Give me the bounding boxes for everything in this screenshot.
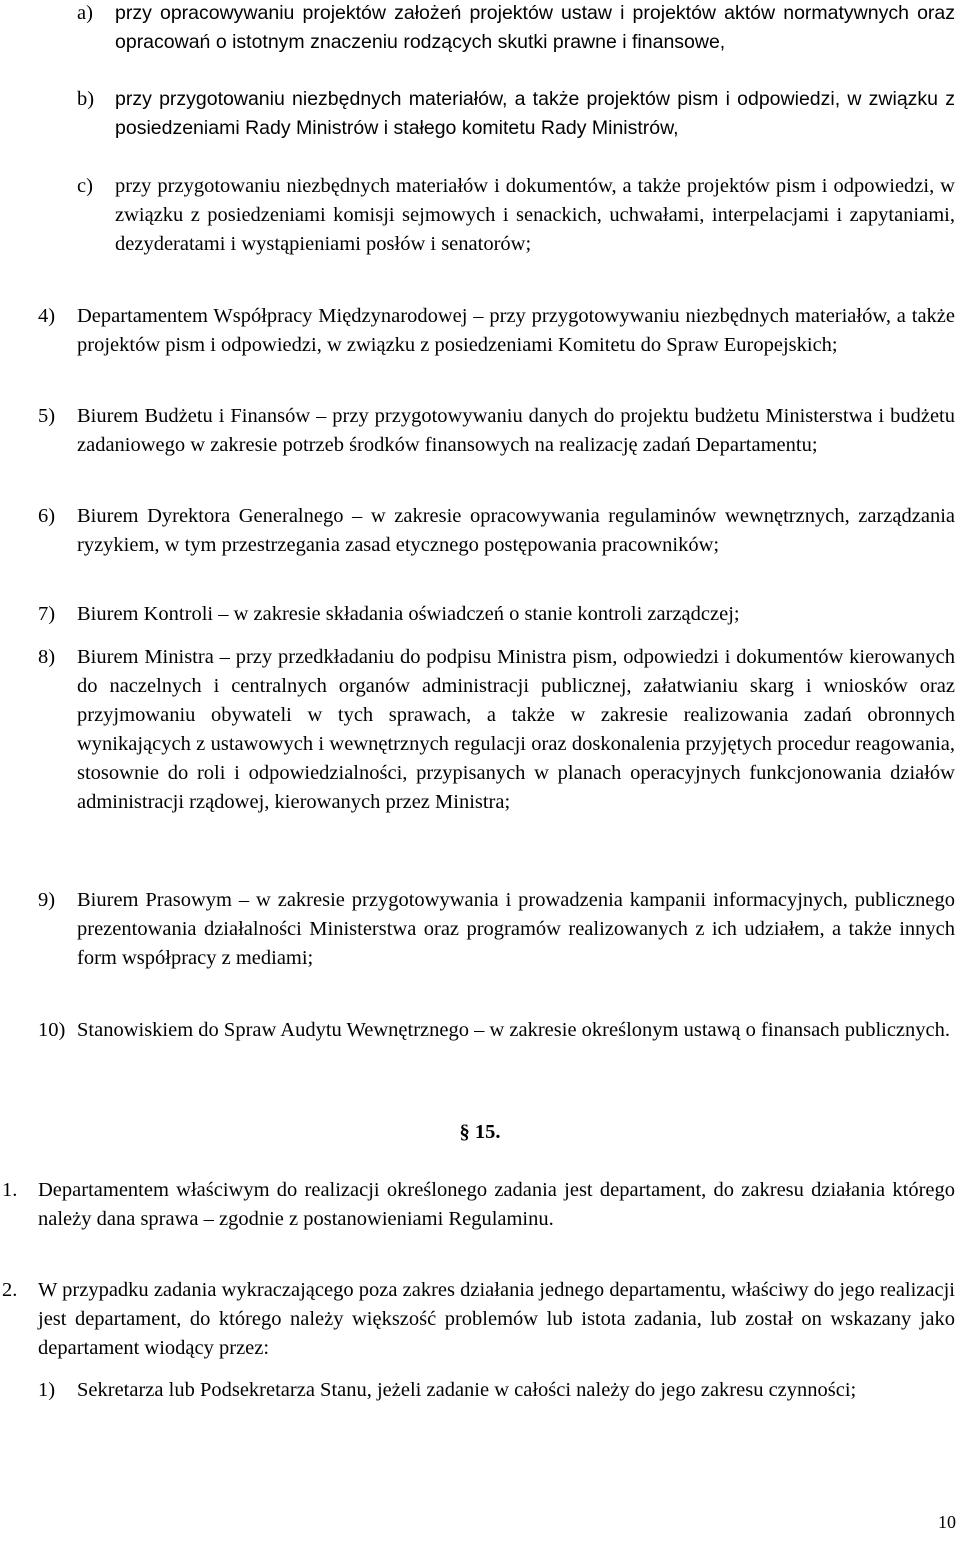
list-item-text: Biurem Kontroli – w zakresie składania oświadczeń o stanie kontroli zarządczej; — [77, 603, 740, 625]
list-item-text: przy przygotowaniu niezbędnych materiałów, a także projektów pism i odpowiedzi, w związku z posiedzeniami Rady Ministrów i stałego komitetu Rady Ministrów, — [115, 88, 955, 139]
list-item-text: Sekretarza lub Podsekretarza Stanu, jeżeli zadanie w całości należy do jego zakresu czynności; — [77, 1379, 857, 1401]
list-marker: 10) — [38, 1019, 66, 1041]
list-item-text: Biurem Budżetu i Finansów – przy przygotowywaniu danych do projektu budżetu Ministerstwa i budżetu zadaniowego w zakresie potrzeb środków finansowych na realizację zadań Departamentu; — [77, 405, 955, 456]
list-item-text: Biurem Dyrektora Generalnego – w zakresie opracowywania regulaminów wewnętrznych, zarządzania ryzykiem, w tym przestrzegania zasad etycznego postępowania pracowników; — [77, 505, 955, 556]
list-item-text: przy przygotowaniu niezbędnych materiałów i dokumentów, a także projektów pism i odpowiedzi, w związku z posiedzeniami komisji sejmowych i senackich, uchwałami, interpelacjami i zapytaniami, dezyderatami i wystąpieniami posłów i senatorów; — [115, 175, 955, 255]
list-marker: 7) — [38, 603, 56, 625]
list-item-text: Stanowiskiem do Spraw Audytu Wewnętrznego – w zakresie określonym ustawą o finansach publicznych. — [77, 1019, 951, 1041]
list-marker: 8) — [38, 646, 56, 668]
list-item-text: przy opracowywaniu projektów założeń projektów ustaw i projektów aktów normatywnych oraz opracowań o istotnym znaczeniu rodzących skutki prawne i finansowe, — [115, 2, 955, 53]
paragraph-text: Departamentem właściwym do realizacji określonego zadania jest departament, do zakresu działania którego należy dana sprawa – zgodnie z postanowieniami Regulaminu. — [38, 1179, 955, 1230]
list-marker: c) — [77, 175, 93, 197]
list-marker: 4) — [38, 305, 56, 327]
list-marker: b) — [77, 88, 95, 110]
paragraph-text: W przypadku zadania wykraczającego poza zakres działania jednego departamentu, właściwy do jego realizacji jest departament, do którego należy większość problemów lub istota zadania, lub został on wskazany jako departament wiodący przez: — [38, 1279, 955, 1359]
paragraph-marker: 1. — [2, 1179, 18, 1201]
list-marker: a) — [77, 2, 93, 24]
page-number: 10 — [938, 1512, 956, 1532]
section-heading — [0, 1118, 960, 1147]
list-marker: 1) — [38, 1379, 56, 1401]
list-item-text: Departamentem Współpracy Międzynarodowej – przy przygotowywaniu niezbędnych materiałów, a także projektów pism i odpowiedzi, w związku z posiedzeniami Komitetu do Spraw Europejskich; — [77, 305, 955, 356]
paragraph-marker: 2. — [2, 1279, 18, 1301]
list-item-text: Biurem Ministra – przy przedkładaniu do podpisu Ministra pism, odpowiedzi i dokumentów kierowanych do naczelnych i centralnych organów administracji publicznej, załatwianiu skarg i wniosków oraz przyjmowaniu obywateli w tych sprawach, a także w zakresie realizowania zadań obronnych wynikających z ustawowych i wewnętrznych regulacji oraz doskonalenia przyjętych procedur reagowania, stosownie do roli i odpowiedzialności, przypisanych w planach operacyjnych funkcjonowania działów administracji rządowej, kierowanych przez Ministra; — [77, 646, 955, 813]
list-item-text: Biurem Prasowym – w zakresie przygotowywania i prowadzenia kampanii informacyjnych, publicznego prezentowania działalności Ministerstwa oraz programów realizowanych z ich udziałem, a także innych form współpracy z mediami; — [77, 889, 955, 969]
list-marker: 9) — [38, 889, 56, 911]
list-marker: 6) — [38, 505, 56, 527]
list-marker: 5) — [38, 405, 56, 427]
section-heading-text: § 15. — [459, 1121, 501, 1143]
